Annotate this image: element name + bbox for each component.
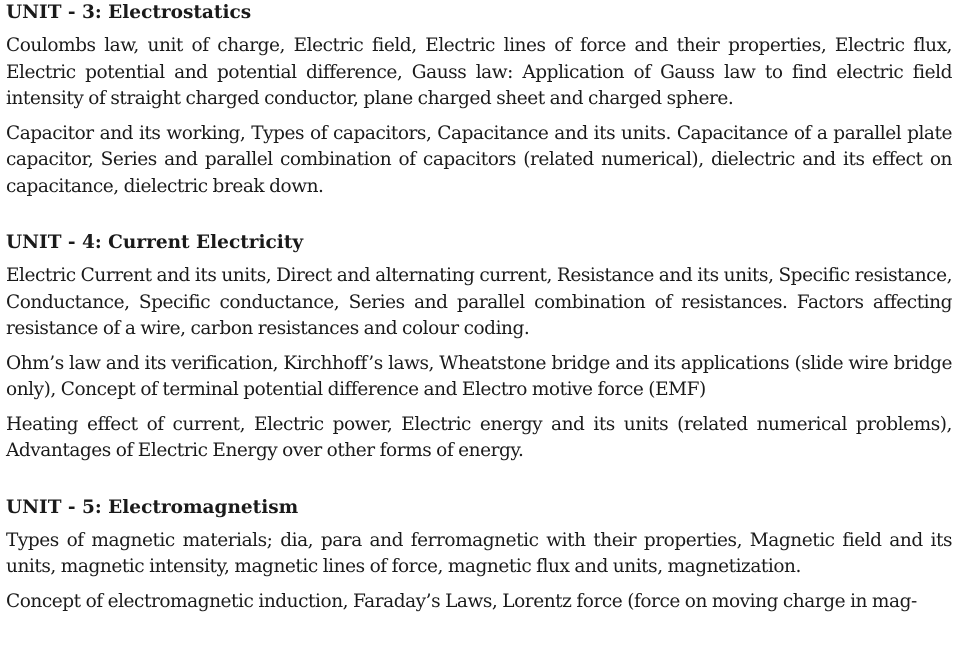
unit-4-paragraph-3: Heating effect of current, Electric power, Electric energy and its units (related numerical problems), Advantages of Electric Energy over other forms of energy. xyxy=(6,413,952,461)
unit-3-heading: UNIT - 3: Electrostatics xyxy=(6,2,252,23)
unit-3-paragraph-1: Coulombs law, unit of charge, Electric field, Electric lines of force and their properties, Electric flux, Electric potential and potential difference, Gauss law: Application of Gauss law to find electric field intensity of straight charged conductor, plane charged sheet and charged sphere. xyxy=(6,35,952,109)
unit-4-paragraph-2: Ohm’s law and its verification, Kirchhoff’s laws, Wheatstone bridge and its applications (slide wire bridge only), Concept of terminal potential difference and Electro motive force (EMF) xyxy=(6,352,952,400)
unit-5-section xyxy=(6,495,952,616)
unit-5-paragraph-2: Concept of electromagnetic induction, Faraday’s Laws, Lorentz force (force on moving charge in mag- xyxy=(6,590,917,612)
unit-5-heading: UNIT - 5: Electromagnetism xyxy=(6,496,299,518)
unit-3-section xyxy=(6,0,952,200)
unit-4-paragraph-1: Electric Current and its units, Direct and alternating current, Resistance and its units, Specific resistance, Conductance, Specific conductance, Series and parallel combination of resistances. Factors affecting resistance of a wire, carbon resistances and colour coding. xyxy=(6,265,952,339)
unit-5-paragraph-1: Types of magnetic materials; dia, para and ferromagnetic with their properties, Magnetic field and its units, magnetic intensity, magnetic lines of force, magnetic flux and units, magnetization. xyxy=(6,529,952,577)
unit-3-paragraph-2: Capacitor and its working, Types of capacitors, Capacitance and its units. Capacitance of a parallel plate capacitor, Series and parallel combination of capacitors (related numerical), dielectric and its effect on capacitance, dielectric break down. xyxy=(6,122,952,197)
unit-4-section xyxy=(6,230,952,465)
unit-4-heading: UNIT - 4: Current Electricity xyxy=(6,232,304,253)
syllabus-page xyxy=(6,0,952,623)
